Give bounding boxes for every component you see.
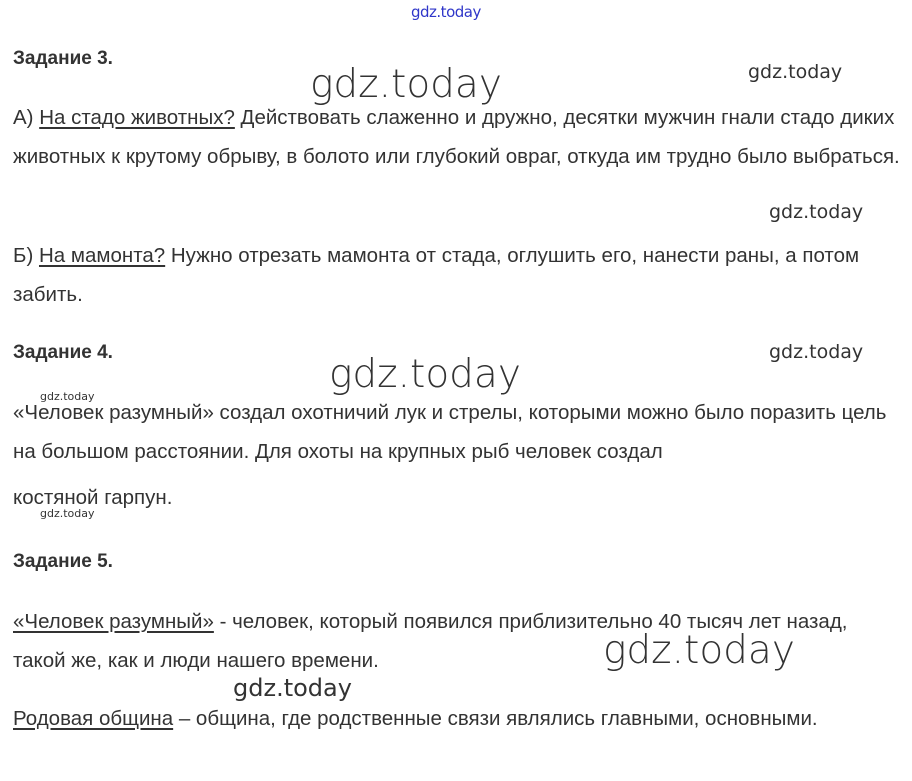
watermark-medium: gdz.today	[769, 201, 864, 223]
paragraph-text: «Человек разумный» создал охотничий лук и стрелы, которыми можно было поразить цель на большом расстоянии. Для охоты на крупных рыб человек создал	[13, 401, 887, 463]
task4-paragraph	[13, 393, 903, 471]
answer-text: Нужно отрезать мамонта от стада, оглушить его, нанести раны, а потом забить.	[13, 244, 860, 306]
watermark-top: gdz.today	[411, 3, 481, 21]
definition-text: - человек, который появился приблизительно 40 тысяч лет назад, такой же, как и люди нашего времени.	[13, 610, 848, 672]
watermark-large: gdz.today	[603, 628, 795, 673]
watermark-medium: gdz.today	[233, 674, 352, 702]
definition-text: – община, где родственные связи являлись главными, основными.	[173, 707, 818, 730]
task3-answer-b	[13, 236, 903, 314]
task3-answer-a	[13, 98, 903, 176]
task4-heading: Задание 4.	[13, 342, 113, 363]
watermark-tiny: gdz.today	[40, 507, 95, 520]
question-text: На стадо животных?	[39, 106, 235, 129]
watermark-tiny: gdz.today	[40, 390, 95, 403]
task5-definition-1	[13, 602, 903, 680]
watermark-medium: gdz.today	[769, 341, 864, 363]
answer-label: А)	[13, 106, 40, 129]
watermark-large: gdz.today	[329, 352, 521, 397]
answer-text: Действовать слаженно и дружно, десятки мужчин гнали стадо диких животных к крутому обрыву, в болото или глубокий овраг, откуда им трудно было выбраться.	[13, 106, 900, 168]
answer-label: Б)	[13, 244, 39, 267]
term-text: Родовая община	[13, 707, 174, 730]
task5-heading: Задание 5.	[13, 551, 113, 572]
paragraph-text: костяной гарпун.	[13, 486, 173, 509]
watermark-medium: gdz.today	[748, 61, 843, 83]
watermark-large: gdz.today	[310, 62, 502, 107]
task5-definition-2	[13, 699, 903, 738]
question-text: На мамонта?	[38, 244, 166, 267]
term-text: «Человек разумный»	[13, 610, 214, 633]
task4-paragraph-end	[13, 478, 903, 517]
task3-heading: Задание 3.	[13, 48, 113, 69]
